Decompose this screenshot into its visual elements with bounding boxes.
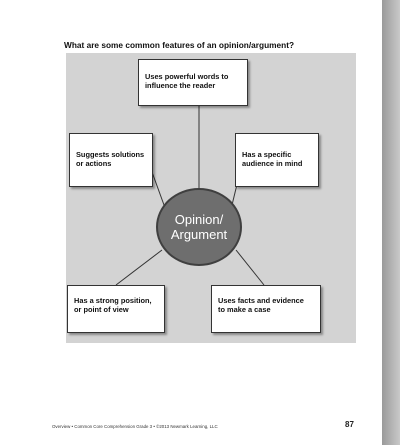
footer-credit: Overview • Common Core Comprehension Grade 3 • ©2013 Newmark Learning, LLC [52,424,218,429]
feature-text: Uses powerful words to [145,72,229,81]
feature-text: Has a specific [242,150,292,159]
connector-left-mid [152,172,164,205]
feature-text: influence the reader [145,81,216,90]
feature-box-left-bottom [67,285,165,333]
feature-text: audience in mind [242,159,303,168]
page-number: 87 [345,420,354,429]
center-label-line2: Argument [170,227,228,242]
feature-text: to make a case [218,305,271,314]
center-label-line1: Opinion/ [174,212,224,227]
feature-box-left-mid [69,133,153,187]
page-title: What are some common features of an opinion/argument? [64,40,295,50]
feature-text: Suggests solutions [76,150,145,159]
center-node [156,188,242,266]
connector-left-bottom [116,250,162,285]
feature-text: or point of view [74,305,129,314]
feature-text: or actions [76,159,112,168]
feature-box-top [138,59,248,106]
feature-text: Has a strong position, [74,296,152,305]
feature-box-right-mid [235,133,319,187]
connector-right-bottom [236,250,264,285]
feature-text: Uses facts and evidence [218,296,304,305]
feature-box-right-bottom [211,285,321,333]
